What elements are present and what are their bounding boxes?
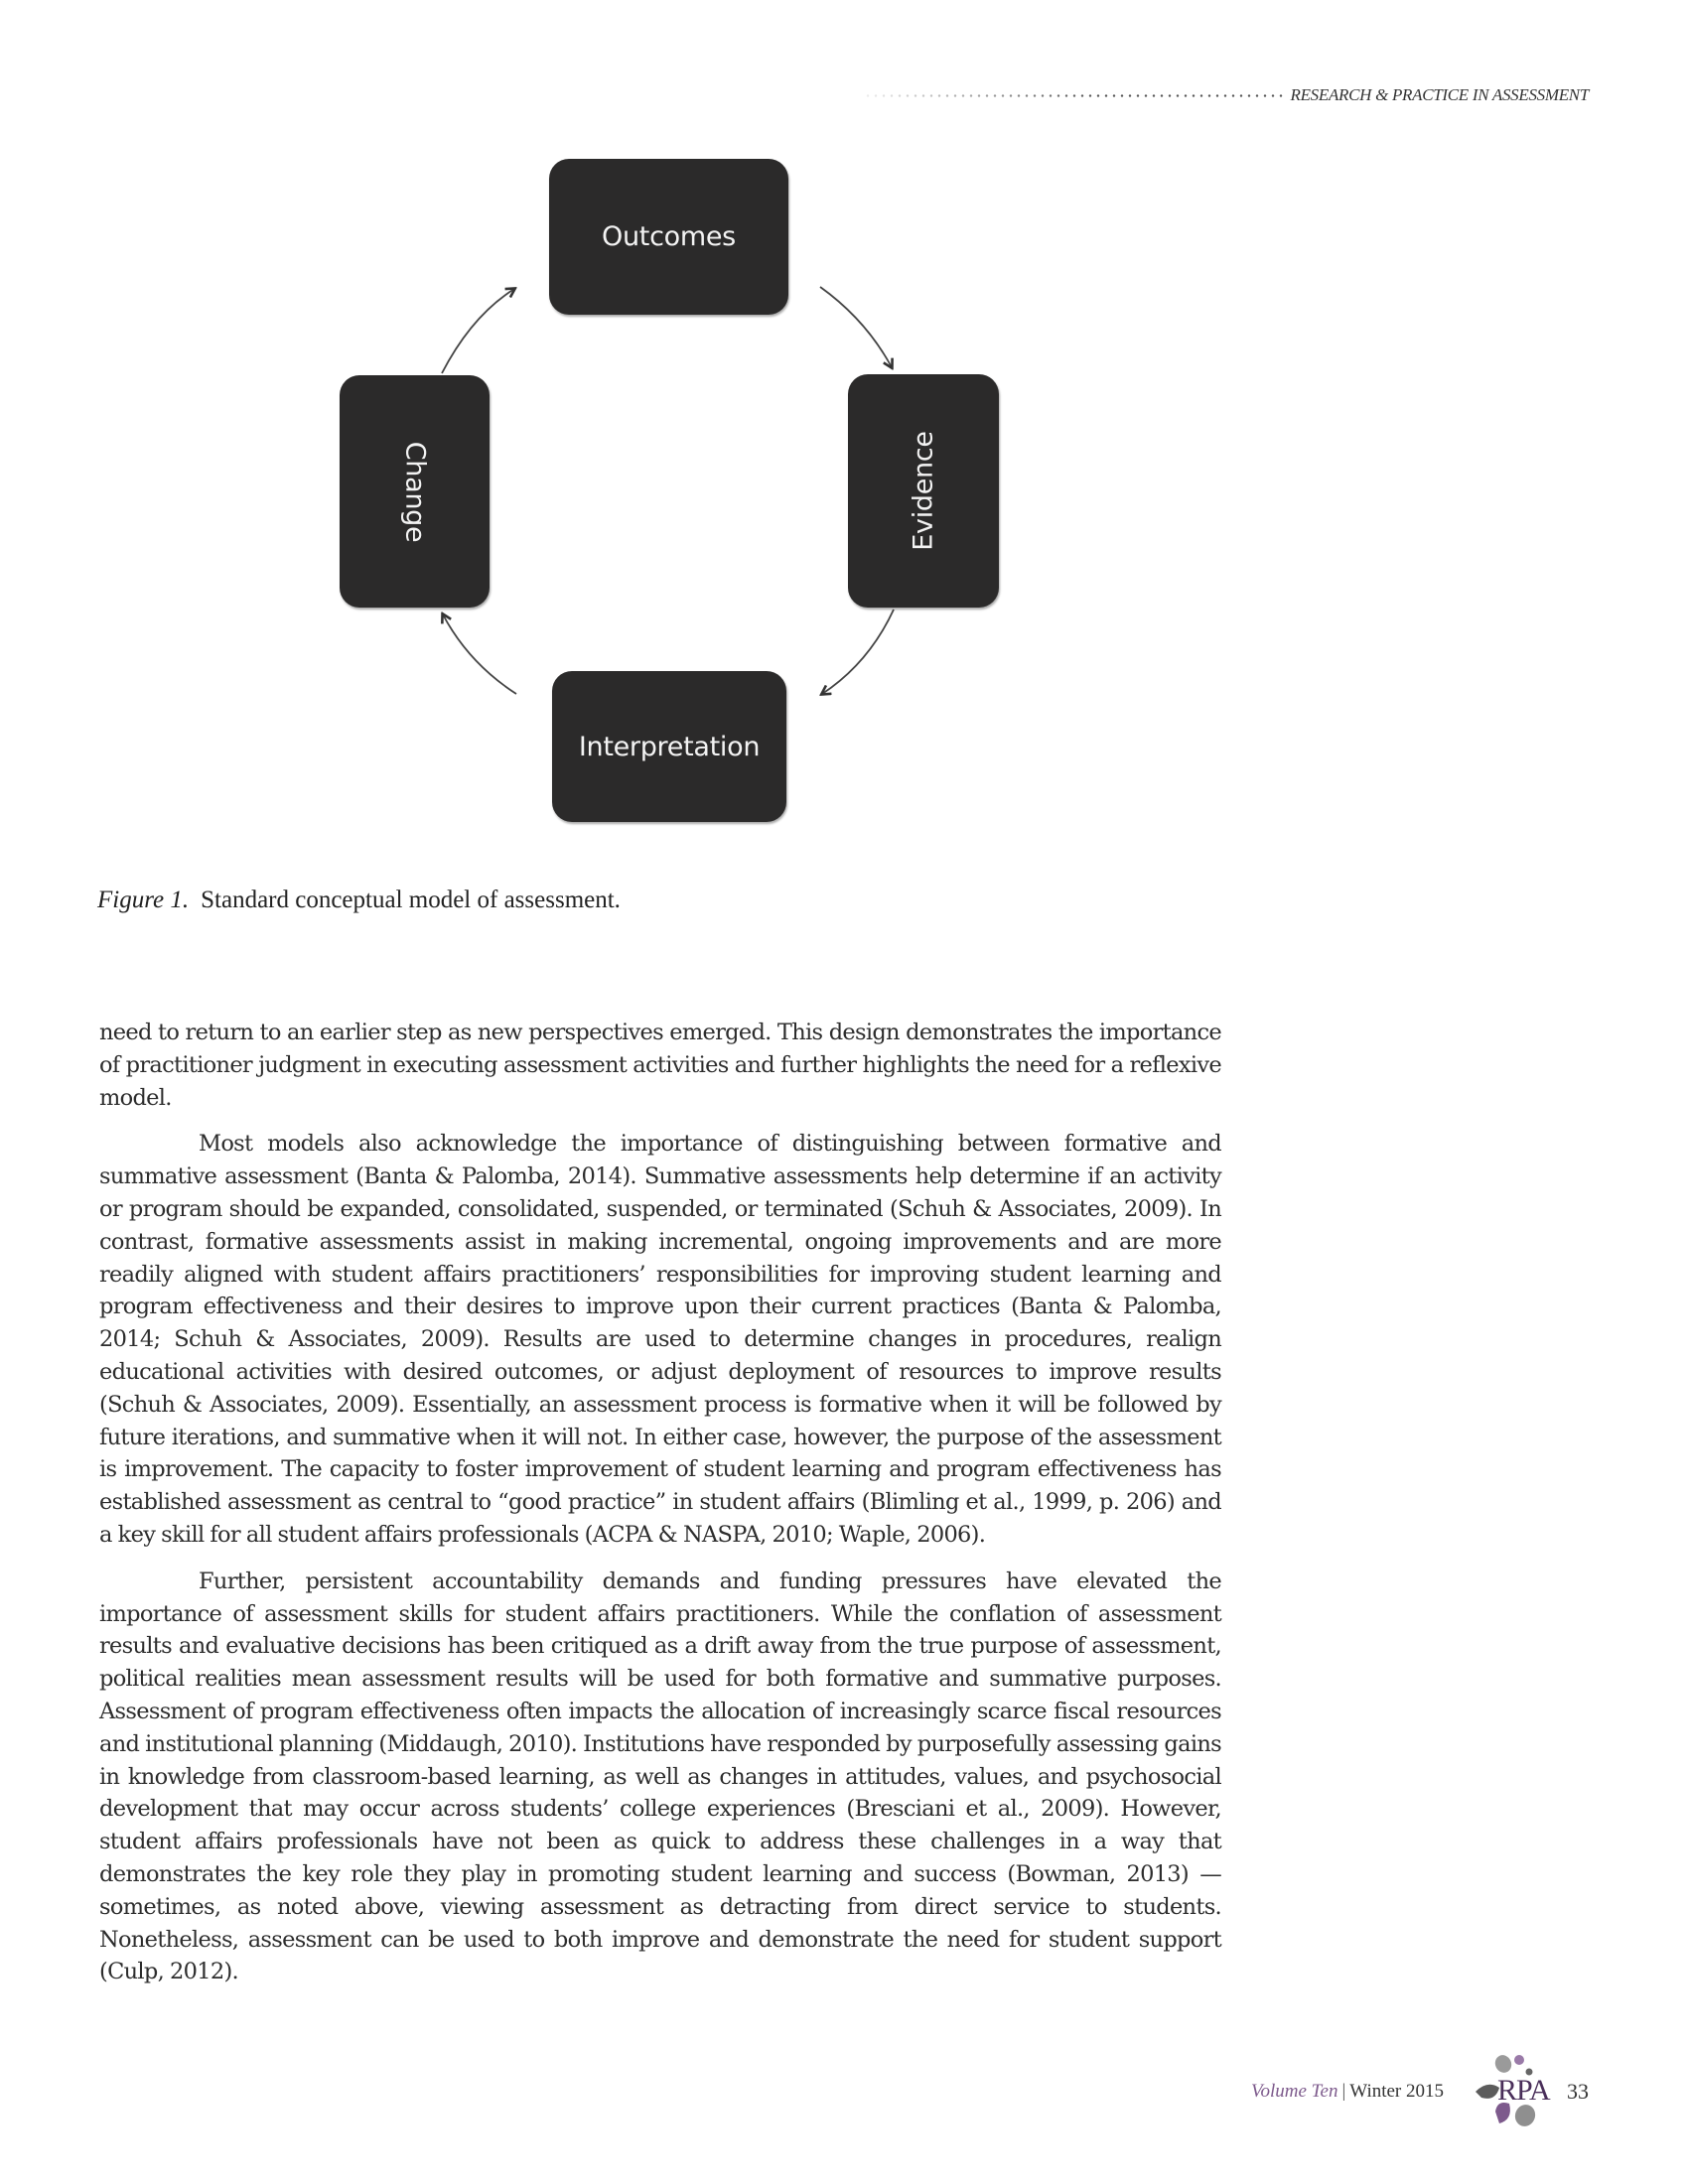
node-outcomes	[549, 159, 788, 315]
cycle-arrows	[0, 0, 1688, 874]
paragraph: Most models also acknowledge the importance of distinguishing between formative and summative assessment (Banta & Palomba, 2014). Summative assessments help determine if an activity or program should be expanded, consolidated, suspended, or terminated (Schuh & Associates, 2009). In contrast, formative assessments assist in making incremental, ongoing improvements and are more readily aligned with student affairs practitioners’ responsibilities for improving student learning and program effectiveness and their desires to improve upon their current practices (Banta & Palomba, 2014; Schuh & Associates, 2009). Results are used to determine changes in procedures, realign educational activities with desired outcomes, or adjust deployment of resources to improve results (Schuh & Associates, 2009). Essentially, an assessment process is formative when it will be followed by future iterations, and summative when it will not. In either case, however, the purpose of the assessment is improvement. The capacity to foster improvement of student learning and program effectiveness has established assessment as central to “good practice” in student affairs (Blimling et al., 1999, p. 206) and a key skill for all student affairs professionals (ACPA & NASPA, 2010; Waple, 2006).	[99, 1131, 1221, 1548]
assessment-cycle-diagram	[0, 0, 1688, 874]
paragraph: need to return to an earlier step as new perspectives emerged. This design demonstrates the importance of practitioner judgment in executing assessment activities and further highlights the need for a reflexive model.	[99, 1020, 1221, 1111]
node-evidence	[848, 374, 999, 608]
node-change-label: Change	[398, 441, 430, 542]
arrow-change-to-outcomes	[442, 289, 514, 373]
node-interpretation-label: Interpretation	[578, 731, 761, 762]
page-footer	[1251, 2057, 1628, 2126]
node-change	[340, 375, 490, 608]
figure-label: Figure 1.	[97, 887, 190, 913]
volume-label: Volume Ten	[1251, 2081, 1338, 2102]
article-body	[99, 1017, 1221, 2002]
journal-title: RESEARCH & PRACTICE IN ASSESSMENT	[1290, 85, 1589, 104]
footer-separator: |	[1341, 2081, 1346, 2102]
issue-season: Winter 2015	[1349, 2081, 1445, 2102]
node-interpretation	[552, 671, 786, 822]
paragraph: Further, persistent accountability demands and funding pressures have elevated the importance of assessment skills for student affairs practitioners. While the conflation of assessment results and evaluative decisions has been critiqued as a drift away from the true purpose of assessment, political realities mean assessment results will be used for both formative and summative purposes. Assessment of program effectiveness often impacts the allocation of increasingly scarce fiscal resources and institutional planning (Middaugh, 2010). Institutions have responded by purposefully assessing gains in knowledge from classroom-based learning, as well as changes in attitudes, values, and psychosocial development that may occur across students’ college experiences (Bresciani et al., 2009). However, student affairs professionals have not been as quick to address these challenges in a way that demonstrates the key role they play in promoting student learning and success (Bowman, 2013) —sometimes, as noted above, viewing assessment as detracting from direct service to students. Nonetheless, assessment can be used to both improve and demonstrate the need for student support (Culp, 2012).	[99, 1568, 1221, 1985]
figure-caption	[97, 887, 621, 914]
arrow-interpretation-to-change	[443, 614, 516, 694]
figure-caption-text: Standard conceptual model of assessment.	[201, 887, 621, 913]
arrow-outcomes-to-evidence	[820, 287, 892, 367]
arrow-evidence-to-interpretation	[822, 610, 894, 694]
rpa-logo-text: RPA	[1497, 2074, 1550, 2107]
rpa-logo	[1474, 2052, 1553, 2131]
page-number: 33	[1567, 2079, 1590, 2104]
node-outcomes-label: Outcomes	[602, 221, 736, 252]
node-evidence-label: Evidence	[908, 431, 939, 551]
